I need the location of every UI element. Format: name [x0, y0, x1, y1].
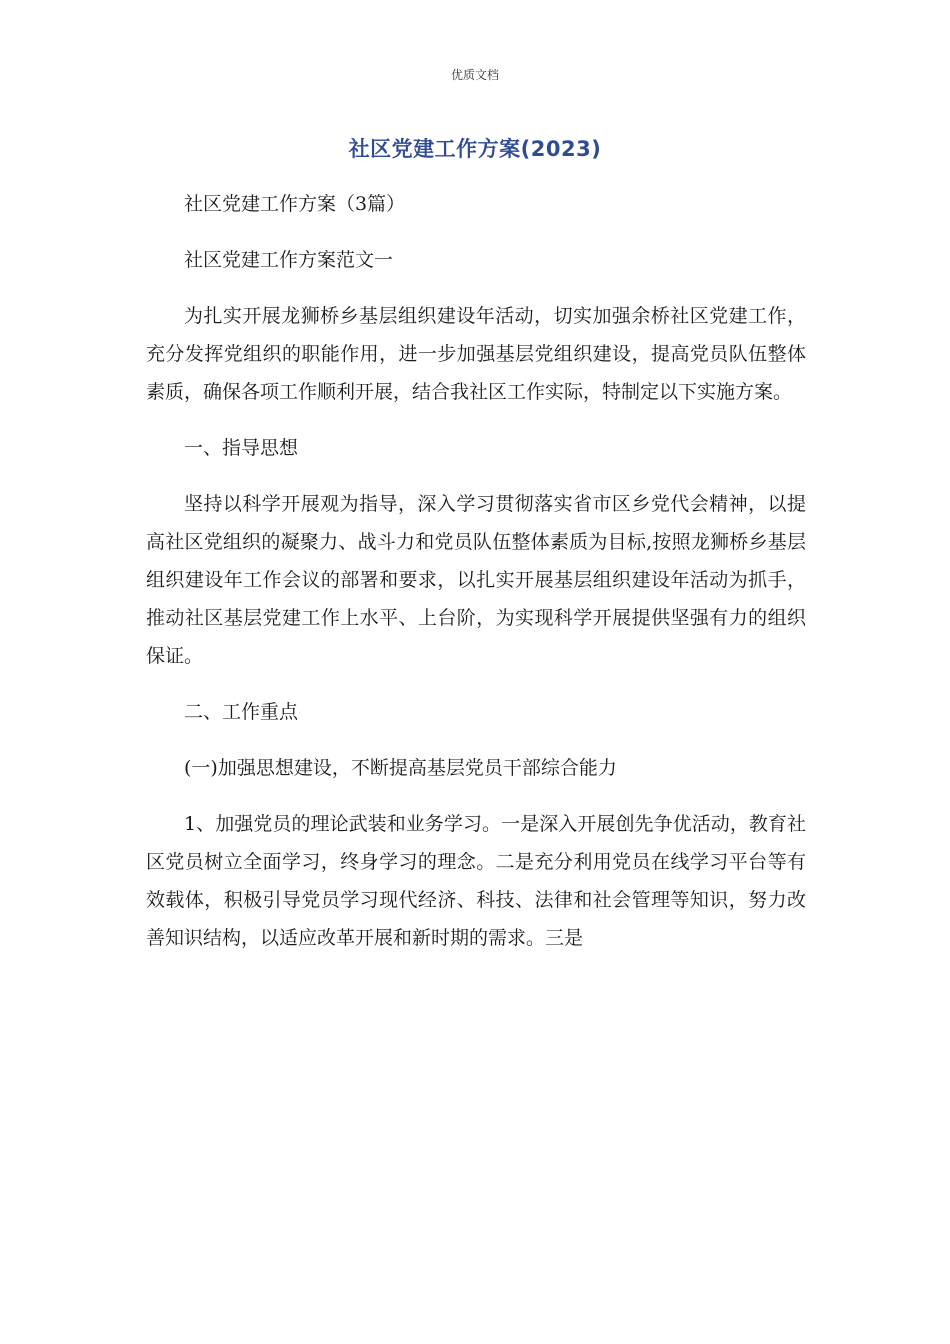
- subsection-heading-ideology-building: (一)加强思想建设，不断提高基层党员干部综合能力: [184, 757, 617, 779]
- paragraph-intro: 为扎实开展龙狮桥乡基层组织建设年活动，切实加强余桥社区党建工作，充分发挥党组织的职能作用，进一步加强基层党组织建设，提高党员队伍整体素质，确保各项工作顺利开展，结合我社区工作实际，特制定以下实施方案。: [146, 305, 806, 403]
- paragraph-study-item-1: 1、加强党员的理论武装和业务学习。一是深入开展创先争优活动，教育社区党员树立全面学习，终身学习的理念。二是充分利用党员在线学习平台等有效载体，积极引导党员学习现代经济、科技、法律和社会管理等知识，努力改善知识结构，以适应改革开展和新时期的需求。三是: [146, 813, 806, 949]
- paragraph-guiding-ideology: 坚持以科学开展观为指导，深入学习贯彻落实省市区乡党代会精神，以提高社区党组织的凝聚力、战斗力和党员队伍整体素质为目标,按照龙狮桥乡基层组织建设年工作会议的部署和要求，以扎实开展基层组织建设年活动为抓手，推动社区基层党建工作上水平、上台阶，为实现科学开展提供坚强有力的组织保证。: [146, 493, 806, 667]
- document-body: [146, 185, 806, 975]
- paragraph-sample-heading: 社区党建工作方案范文一: [184, 249, 394, 271]
- paragraph-subtitle: 社区党建工作方案（3篇）: [184, 193, 406, 215]
- section-heading-work-focus: 二、工作重点: [184, 701, 299, 723]
- document-title: 社区党建工作方案(2023): [348, 137, 602, 161]
- header-label: 优质文档: [450, 68, 499, 82]
- section-heading-guiding-ideology: 一、指导思想: [184, 437, 299, 459]
